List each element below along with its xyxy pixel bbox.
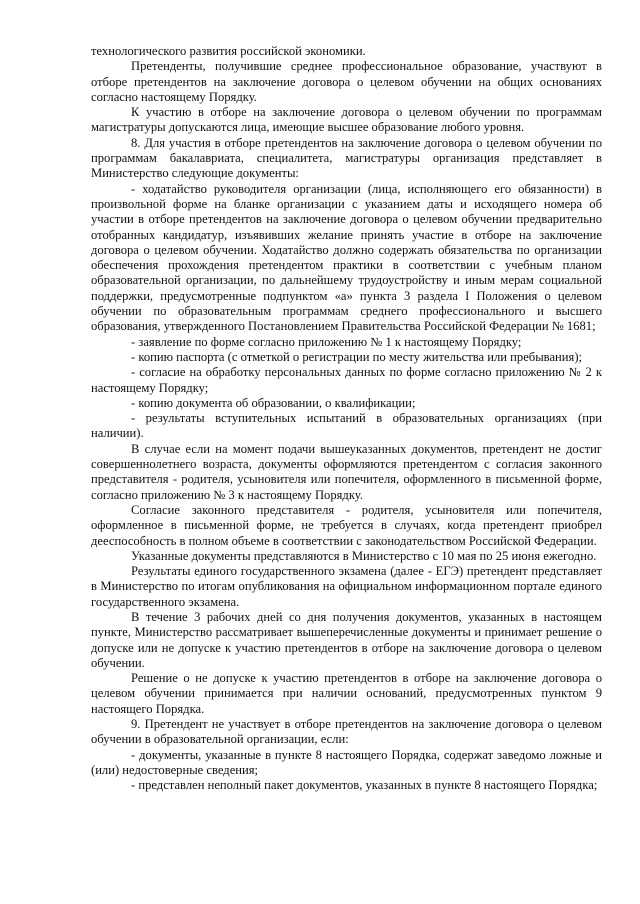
- list-item-education-document: - копию документа об образовании, о квалификации;: [131, 395, 416, 410]
- paragraph-magistracy-admission: К участию в отборе на заключение договора о целевом обучении по программам магистратуры допускаются лица, имеющие высшее образование любого уровня.: [91, 105, 602, 135]
- paragraph-ege-results: Результаты единого государственного экзамена (далее - ЕГЭ) претендент представляет в Министерство по итогам опубликования на официальном информационном портале единого государственного экзамена.: [91, 564, 602, 609]
- paragraph-item-8: 8. Для участия в отборе претендентов на заключение договора о целевом обучении по программам бакалавриата, специалитета, магистратуры организация представляет в Министерство следующие документы:: [91, 135, 602, 181]
- paragraph-spo-candidates: Претенденты, получившие среднее профессиональное образование, участвуют в отборе претендентов на заключение договора о целевом обучении на общих основаниях согласно настоящему Порядку.: [91, 59, 602, 104]
- paragraph-submission-dates: Указанные документы представляются в Министерство с 10 мая по 25 июня ежегодно.: [131, 548, 597, 563]
- list-item-false-info: - документы, указанные в пункте 8 настоящего Порядка, содержат заведомо ложные и (или) недостоверные сведения;: [91, 747, 602, 777]
- paragraph-minors: В случае если на момент подачи вышеуказанных документов, претендент не достиг совершеннолетнего возраста, документы оформляются претендентом с согласия законного представителя - родителя, усыновителя или попечителя, оформленного в письменной форме, согласно приложению № 3 к настоящему Порядку.: [91, 441, 602, 502]
- list-item-application: - заявление по форме согласно приложению № 1 к настоящему Порядку;: [131, 334, 522, 349]
- paragraph-review-period: В течение 3 рабочих дней со дня получения документов, указанных в настоящем пункте, Министерство рассматривает вышеперечисленные документы и принимает решение о допуске или не допуске к участию претендентов в отборе на заключение договора о целевом обучении.: [91, 609, 602, 670]
- list-item-incomplete-package: - представлен неполный пакет документов, указанных в пункте 8 настоящего Порядка;: [131, 778, 598, 793]
- list-item-consent: - согласие на обработку персональных данных по форме согласно приложению № 2 к настоящему Порядку;: [91, 365, 602, 395]
- paragraph-item-9: 9. Претендент не участвует в отборе претендентов на заключение договора о целевом обучении в образовательной организации, если:: [91, 717, 602, 747]
- paragraph-rejection: Решение о не допуске к участию претендентов в отборе на заключение договора о целевом обучении принимается при наличии оснований, предусмотренных пунктом 9 настоящего Порядка.: [91, 671, 602, 716]
- paragraph-representative-consent: Согласие законного представителя - родителя, усыновителя или попечителя, оформленное в письменной форме, не требуется в случаях, когда претендент приобрел дееспособность в полном объеме в соответствии с законодательством Российской Федерации.: [91, 502, 602, 548]
- paragraph-continuation: технологического развития российской экономики.: [91, 44, 366, 58]
- list-item-petition: - ходатайство руководителя организации (лица, исполняющего его обязанности) в произвольной форме на бланке организации с указанием даты и исходящего номера об участии в отборе претендентов на заключение договора о целевом обучении предварительно отобранных кандидатур, изъявивших желание принять участие в отборе на заключение договора о целевом обучении. Ходатайство должно содержать обязательства по организации обеспечения прохождения претендентом практики в соответствии с учебным планом образовательной организации, по дальнейшему трудоустройству и иным мерам социальной поддержки, предусмотренные подпунктом «а» пункта 3 раздела I Положения о целевом обучении по образовательным программам среднего профессионального и высшего образования, утвержденного Постановлением Правительства Российской Федерации № 1681;: [91, 181, 602, 334]
- list-item-entrance-results: - результаты вступительных испытаний в образовательных организациях (при наличии).: [91, 411, 602, 441]
- list-item-passport: - копию паспорта (с отметкой о регистрации по месту жительства или пребывания);: [131, 349, 583, 364]
